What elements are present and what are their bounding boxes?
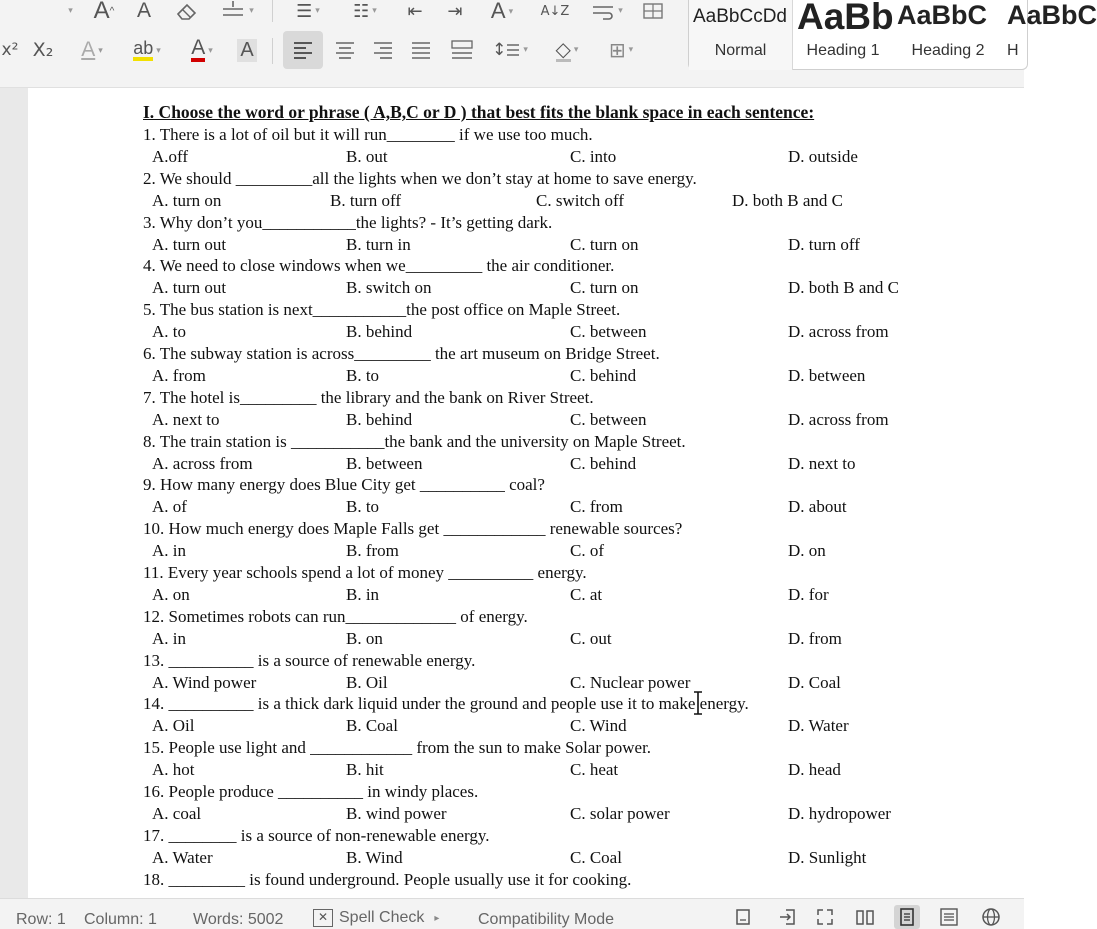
superscript-icon: x²: [1, 40, 19, 60]
answer-option-c: C. at: [570, 585, 603, 604]
question-text: 16. People produce __________ in windy places.: [143, 782, 479, 801]
answer-option-d: D. head: [788, 760, 841, 779]
table-icon: [642, 2, 664, 20]
align-right-icon: [372, 41, 394, 59]
answer-option-d: D. hydropower: [788, 804, 891, 823]
answer-option-a: A. across from: [152, 454, 253, 473]
question-text: 7. The hotel is_________ the library and the bank on River Street.: [143, 388, 594, 407]
status-bar: [0, 898, 1024, 929]
grow-font-button[interactable]: A ^: [90, 0, 118, 22]
focus-mode-icon: [735, 908, 751, 926]
table-border-button[interactable]: [638, 0, 668, 22]
toolbar-divider: [272, 0, 273, 22]
answer-option-c: C. switch off: [536, 191, 624, 210]
question-text: 8. The train station is ___________the bank and the university on Maple Street.: [143, 432, 686, 451]
highlight-button[interactable]: ab ▾: [124, 36, 170, 64]
phonetic-icon: [220, 1, 246, 21]
answer-option-d: D. turn off: [788, 235, 860, 254]
answer-option-a: A. to: [152, 322, 186, 341]
sort-button[interactable]: [538, 0, 572, 22]
answer-option-b: B. behind: [346, 322, 413, 341]
answer-option-d: D. from: [788, 629, 842, 648]
protect-view-button[interactable]: [774, 905, 800, 929]
answer-option-d: D. across from: [788, 410, 889, 429]
answer-option-c: C. from: [570, 497, 623, 516]
answer-option-d: D. about: [788, 497, 847, 516]
answer-option-c: C. between: [570, 410, 647, 429]
eraser-icon: [175, 2, 199, 20]
arrow-into-box-icon: [778, 908, 796, 926]
answer-option-d: D. Sunlight: [788, 848, 867, 867]
subscript-icon: X₂: [32, 39, 54, 61]
question-text: 4. We need to close windows when we_________ the air conditioner.: [143, 256, 615, 275]
text-effects-button[interactable]: A ▾: [81, 38, 103, 61]
phonetic-guide-button[interactable]: ▾: [214, 0, 260, 22]
answer-option-d: D. both B and C: [732, 191, 843, 210]
answer-option-c: C. solar power: [570, 804, 670, 823]
answer-option-a: A. Wind power: [152, 673, 257, 692]
answer-option-d: D. Coal: [788, 673, 841, 692]
align-center-button[interactable]: [330, 36, 360, 64]
column-indicator[interactable]: Column: 1: [84, 911, 157, 928]
style-heading-2[interactable]: AaBbC Heading 2: [897, 0, 988, 59]
answer-option-c: C. turn on: [570, 235, 639, 254]
bullets-button[interactable]: ☰ ▾: [296, 0, 320, 22]
align-left-button[interactable]: [283, 31, 323, 69]
style-heading-3[interactable]: AaBbC H: [1007, 0, 1097, 59]
row-indicator[interactable]: Row: 1: [16, 911, 66, 928]
borders-icon: ⊞: [608, 38, 626, 62]
answer-option-c: C. behind: [570, 454, 637, 473]
distributed-button[interactable]: [446, 36, 478, 64]
print-layout-button[interactable]: [894, 905, 920, 929]
toolbar-divider: [272, 38, 273, 64]
answer-option-c: C. out: [570, 629, 612, 648]
answer-option-a: A. turn out: [152, 235, 227, 254]
answer-option-b: B. Coal: [346, 716, 398, 735]
subscript-button[interactable]: [28, 36, 58, 64]
web-layout-button[interactable]: [978, 905, 1004, 929]
answer-option-b: B. from: [346, 541, 399, 560]
question-text: 17. ________ is a source of non-renewable energy.: [143, 826, 490, 845]
ribbon-toolbar: [0, 0, 1097, 88]
style-gallery: [688, 0, 1097, 70]
increase-indent-icon: ⇥: [447, 0, 463, 22]
answer-option-c: C. between: [570, 322, 647, 341]
answer-option-d: D. next to: [788, 454, 856, 473]
bullets-icon: ☰: [296, 0, 313, 22]
answer-option-c: C. Coal: [570, 848, 622, 867]
answer-option-c: C. turn on: [570, 278, 639, 297]
page-icon: [899, 908, 915, 926]
exercise-heading: I. Choose the word or phrase ( A,B,C or D ) that best fits the blank space in each sentence:: [143, 102, 815, 122]
answer-option-d: D. for: [788, 585, 829, 604]
font-size-dropdown[interactable]: ▾: [68, 6, 73, 16]
justify-icon: [410, 41, 432, 59]
answer-option-d: D. both B and C: [788, 278, 899, 297]
question-text: 1. There is a lot of oil but it will run________ if we use too much.: [143, 125, 593, 144]
align-center-icon: [334, 41, 356, 59]
answer-option-b: B. wind power: [346, 804, 447, 823]
shrink-font-icon: A: [136, 0, 151, 22]
answer-option-b: B. behind: [346, 410, 413, 429]
style-heading-1[interactable]: AaBb Heading 1: [797, 0, 894, 59]
answer-option-d: D. outside: [788, 147, 858, 166]
answer-option-b: B. in: [346, 585, 380, 604]
document-page[interactable]: [28, 88, 1024, 898]
borders-button[interactable]: ⊞ ▾: [608, 38, 634, 62]
answer-option-b: B. Oil: [346, 673, 388, 692]
answer-option-d: D. across from: [788, 322, 889, 341]
answer-option-a: A. Water: [152, 848, 213, 867]
question-text: 2. We should _________all the lights when we don’t stay at home to save energy.: [143, 169, 697, 188]
spell-check-icon: ✕: [313, 909, 333, 927]
word-count[interactable]: Words: 5002: [193, 911, 284, 928]
paragraph-marks-icon: [591, 2, 615, 20]
paragraph-shading-button[interactable]: ◇ ▾: [555, 36, 579, 61]
justify-button[interactable]: [406, 36, 436, 64]
answer-option-b: B. Wind: [346, 848, 403, 867]
answer-option-b: B. between: [346, 454, 423, 473]
spell-check-arrow-icon: ▸: [434, 912, 440, 924]
answer-option-a: A. turn out: [152, 278, 227, 297]
answer-option-a: A. next to: [152, 410, 220, 429]
answer-option-c: C. behind: [570, 366, 637, 385]
char-shading-icon: A: [237, 39, 256, 62]
question-text: 9. How many energy does Blue City get __________ coal?: [143, 475, 545, 494]
answer-option-b: B. to: [346, 366, 380, 385]
answer-option-a: A. Oil: [152, 716, 195, 735]
style-normal[interactable]: AaBbCcDd Normal: [689, 0, 793, 70]
paint-bucket-icon: ◇: [555, 36, 571, 61]
question-text: 14. __________ is a thick dark liquid under the ground and people use it to make energy.: [143, 694, 749, 713]
answer-option-a: A. on: [152, 585, 190, 604]
full-screen-button[interactable]: [812, 905, 838, 929]
question-text: 6. The subway station is across_________ the art museum on Bridge Street.: [143, 344, 660, 363]
distributed-icon: [450, 40, 474, 60]
text-cursor-icon: [692, 691, 704, 715]
focus-mode-button[interactable]: [730, 905, 756, 929]
outline-icon: [940, 908, 958, 926]
read-mode-button[interactable]: [852, 905, 878, 929]
question-text: 15. People use light and ____________ from the sun to make Solar power.: [143, 738, 652, 757]
compatibility-mode[interactable]: Compatibility Mode: [478, 911, 615, 928]
answer-option-d: D. Water: [788, 716, 849, 735]
answer-option-b: B. turn in: [346, 235, 411, 254]
answer-option-c: C. Nuclear power: [570, 673, 691, 692]
answer-option-a: A.off: [152, 147, 189, 166]
answer-option-a: A. in: [152, 541, 186, 560]
answer-option-a: A. from: [152, 366, 206, 385]
numbering-icon: ☷: [353, 0, 370, 22]
answer-option-d: D. on: [788, 541, 826, 560]
numbering-button[interactable]: ☷ ▾: [353, 0, 377, 22]
question-text: 10. How much energy does Maple Falls get ____________ renewable sources?: [143, 519, 683, 538]
answer-option-b: B. turn off: [330, 191, 401, 210]
answer-option-c: C. into: [570, 147, 617, 166]
increase-indent-button[interactable]: [440, 0, 470, 22]
line-spacing-button[interactable]: ↕ ▾: [492, 40, 528, 60]
spell-check-button[interactable]: ✕ Spell Check ▸: [313, 909, 439, 927]
question-text: 11. Every year schools spend a lot of money __________ energy.: [143, 563, 587, 582]
question-text: 5. The bus station is next___________the post office on Maple Street.: [143, 300, 621, 319]
answer-option-a: A. hot: [152, 760, 195, 779]
answer-option-a: A. in: [152, 629, 186, 648]
answer-option-b: B. hit: [346, 760, 384, 779]
font-color-icon: A: [191, 38, 205, 62]
highlight-icon: ab: [133, 39, 153, 61]
grow-font-icon: A: [93, 0, 110, 24]
answer-option-c: C. Wind: [570, 716, 627, 735]
question-text: 3. Why don’t you___________the lights? - It’s getting dark.: [143, 213, 553, 232]
text-effects-icon: A: [81, 38, 96, 61]
question-text: 18. _________ is found underground. People usually use it for cooking.: [143, 870, 632, 889]
answer-option-a: A. turn on: [152, 191, 222, 210]
answer-option-b: B. to: [346, 497, 380, 516]
question-text: 12. Sometimes robots can run_____________ of energy.: [143, 607, 528, 626]
char-shading-button[interactable]: [232, 36, 262, 64]
decrease-indent-button[interactable]: [400, 0, 430, 22]
answer-option-d: D. between: [788, 366, 866, 385]
sort-icon: A↓Z: [540, 3, 570, 19]
clear-format-button[interactable]: [172, 0, 202, 22]
change-case-icon: A: [490, 0, 506, 23]
change-case-button[interactable]: A ▾: [490, 0, 514, 23]
superscript-button[interactable]: [0, 36, 20, 64]
show-marks-button[interactable]: ▾: [584, 0, 630, 22]
line-spacing-icon: ↕: [492, 40, 507, 60]
answer-option-c: C. of: [570, 541, 604, 560]
answer-option-b: B. on: [346, 629, 383, 648]
align-left-icon: [292, 41, 314, 59]
answer-option-a: A. of: [152, 497, 187, 516]
font-color-button[interactable]: A ▾: [180, 36, 224, 64]
question-text: 13. __________ is a source of renewable energy.: [143, 651, 476, 670]
answer-option-c: C. heat: [570, 760, 619, 779]
answer-option-a: A. coal: [152, 804, 202, 823]
outline-view-button[interactable]: [936, 905, 962, 929]
shrink-font-button[interactable]: [130, 0, 158, 22]
expand-icon: [816, 908, 834, 926]
answer-option-b: B. switch on: [346, 278, 432, 297]
book-icon: [855, 908, 875, 926]
align-right-button[interactable]: [368, 36, 398, 64]
globe-icon: [981, 907, 1001, 927]
decrease-indent-icon: ⇤: [407, 0, 423, 22]
answer-option-b: B. out: [346, 147, 388, 166]
